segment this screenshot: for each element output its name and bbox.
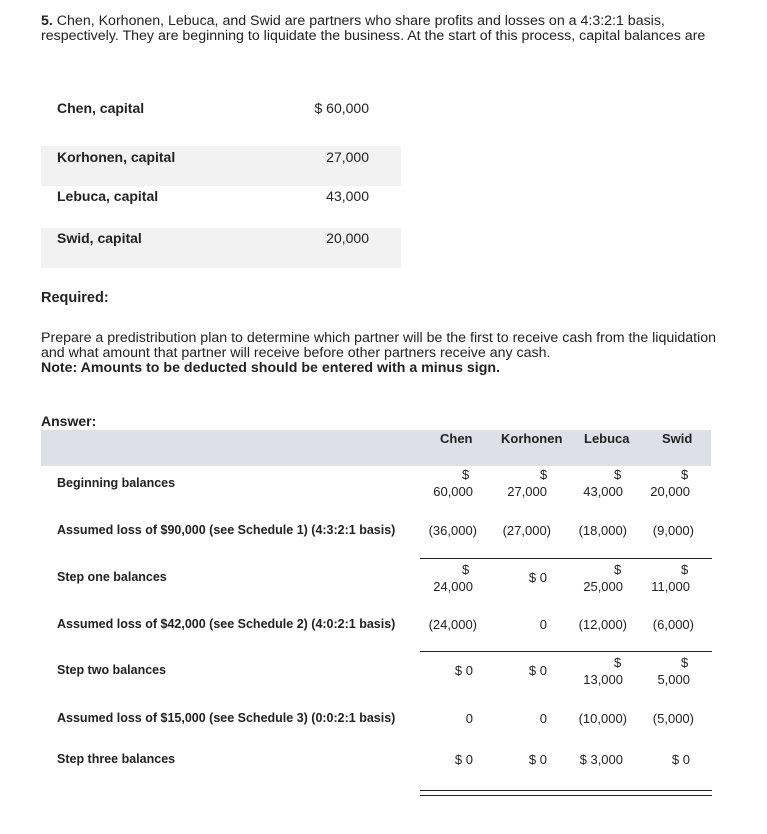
capital-value: 43,000 (326, 188, 369, 204)
currency-symbol: $ (614, 562, 622, 577)
capital-row-chen (41, 88, 401, 128)
currency-symbol: $ (614, 467, 622, 482)
required-body: Prepare a predistribution plan to determine which partner will be the first to receive cash from the liquidation and what amount that partner will receive before other partners receive any cash. (41, 330, 717, 361)
cell-swid-step1: 11,000 (651, 579, 690, 594)
column-header-swid: Swid (662, 431, 693, 446)
cell-chen-beginning: 60,000 (433, 484, 473, 499)
row-label-step2: Step two balances (57, 663, 167, 677)
cell-korhonen-beginning: 27,000 (507, 484, 547, 499)
column-header-korhonen: Korhonen (501, 431, 563, 446)
row-label-beginning: Beginning balances (57, 476, 176, 490)
cell-lebuca-loss2: (12,000) (578, 617, 627, 632)
required-note: Note: Amounts to be deducted should be entered with a minus sign. (41, 360, 501, 376)
capital-label: Korhonen, capital (57, 149, 176, 165)
capital-label: Chen, capital (57, 100, 145, 116)
row-label-loss3: Assumed loss of $15,000 (see Schedule 3) (0:0:2:1 basis) (57, 711, 396, 725)
currency-symbol: $ (462, 562, 470, 577)
cell-swid-step3: $ 0 (671, 752, 690, 767)
cell-korhonen-loss3: 0 (539, 711, 547, 726)
cell-lebuca-beginning: 43,000 (583, 484, 623, 499)
currency-symbol: $ (614, 655, 622, 670)
column-header-chen: Chen (440, 431, 473, 446)
capital-label: Swid, capital (57, 230, 142, 246)
cell-korhonen-step3: $ 0 (528, 752, 547, 767)
subtotal-line (420, 651, 712, 652)
required-text (41, 331, 741, 376)
row-label-step1: Step one balances (57, 570, 167, 584)
currency-symbol: $ (462, 467, 470, 482)
cell-chen-step2: $ 0 (454, 663, 473, 678)
capital-value: 20,000 (326, 230, 369, 246)
cell-chen-step1: 24,000 (433, 579, 473, 594)
capital-row-swid (41, 228, 401, 268)
cell-lebuca-step1: 25,000 (583, 579, 623, 594)
cell-chen-loss1: (36,000) (428, 523, 477, 538)
cell-lebuca-step2: 13,000 (583, 672, 623, 687)
cell-swid-step2: 5,000 (657, 672, 690, 687)
capital-row-lebuca (41, 176, 401, 216)
required-heading: Required: (41, 290, 109, 306)
total-double-underline (420, 790, 712, 796)
cell-korhonen-loss1: (27,000) (502, 523, 551, 538)
row-label-step3: Step three balances (57, 752, 176, 766)
cell-chen-loss3: 0 (465, 711, 473, 726)
cell-korhonen-step2: $ 0 (528, 663, 547, 678)
cell-swid-beginning: 20,000 (650, 484, 690, 499)
question-text (41, 14, 741, 44)
cell-korhonen-loss2: 0 (539, 617, 547, 632)
cell-korhonen-step1: $ 0 (528, 570, 547, 585)
currency-symbol: $ (681, 655, 689, 670)
cell-lebuca-loss1: (18,000) (578, 523, 627, 538)
question-number: 5. (41, 13, 53, 29)
cell-swid-loss2: (6,000) (652, 617, 694, 632)
currency-symbol: $ (681, 467, 689, 482)
capital-value: 27,000 (326, 149, 369, 165)
subtotal-line (420, 558, 712, 559)
row-label-loss1: Assumed loss of $90,000 (see Schedule 1) (4:3:2:1 basis) (57, 523, 396, 537)
cell-chen-step3: $ 0 (454, 752, 473, 767)
currency-symbol: $ (540, 467, 548, 482)
question-body: Chen, Korhonen, Lebuca, and Swid are partners who share profits and losses on a 4:3:2:1 basis, respectively. They are beginning to liquidate the business. At the start of this process, capital balances are (41, 13, 706, 44)
row-label-loss2: Assumed loss of $42,000 (see Schedule 2) (4:0:2:1 basis) (57, 617, 396, 631)
cell-lebuca-loss3: (10,000) (578, 711, 627, 726)
currency-symbol: $ (681, 562, 689, 577)
cell-lebuca-step3: $ 3,000 (579, 752, 623, 767)
capital-value: $ 60,000 (314, 100, 369, 116)
answer-heading: Answer: (41, 413, 97, 429)
cell-swid-loss1: (9,000) (652, 523, 694, 538)
cell-swid-loss3: (5,000) (652, 711, 694, 726)
cell-chen-loss2: (24,000) (428, 617, 477, 632)
column-header-lebuca: Lebuca (584, 431, 630, 446)
capital-label: Lebuca, capital (57, 188, 159, 204)
